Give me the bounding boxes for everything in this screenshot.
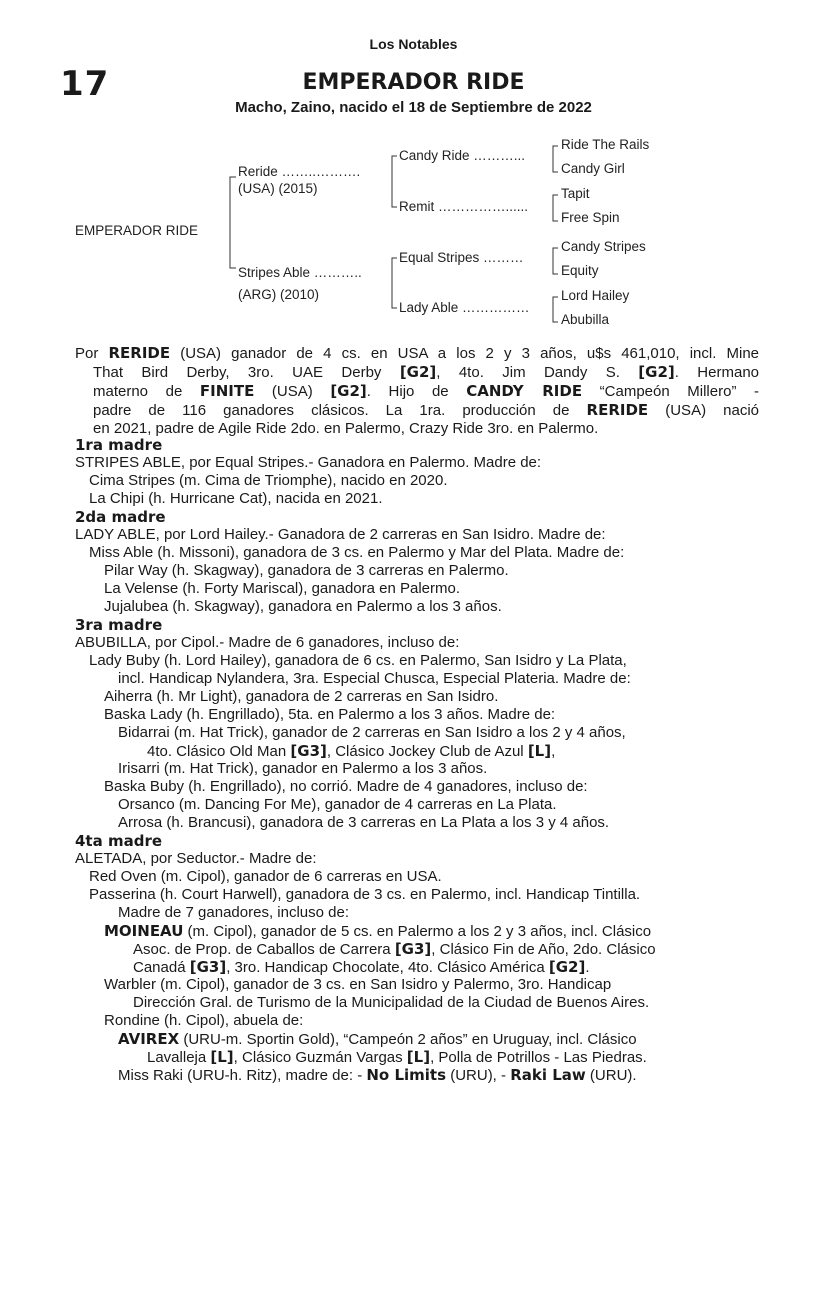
pedigree-sdd: Free Spin [561,210,620,225]
pedigree-sire-sire: Candy Ride ………... [399,148,526,163]
dam3-line: ABUBILLA, por Cipol.- Madre de 6 ganadores, incluso de: [75,634,460,651]
dam2-line: La Velense (h. Forty Mariscal), ganadora en Palermo. [104,580,461,597]
dam4-line: Passerina (h. Court Harwell), ganadora de 3 cs. en Palermo, incl. Handicap Tintilla. [89,886,641,903]
pedigree-ssd: Candy Girl [561,161,625,176]
pedigree-dss: Candy Stripes [561,239,646,254]
dam2-line: Pilar Way (h. Skagway), ganadora de 3 carreras en Palermo. [104,562,509,579]
dam1-line: Cima Stripes (m. Cima de Triomphe), nacido en 2020. [89,472,448,489]
pedigree-sire-origin: (USA) (2015) [238,181,318,196]
dam4-heading: 4ta madre [75,832,163,850]
horse-description: Macho, Zaino, nacido el 18 de Septiembre de 2022 [235,99,592,116]
dam3-line: Orsanco (m. Dancing For Me), ganador de 4 carreras en La Plata. [118,796,557,813]
dam4-line: Lavalleja [L], Clásico Guzmán Vargas [L], Polla de Potrillos - Las Piedras. [147,1048,647,1066]
pedigree-sire: Reride ……..………. [238,164,361,179]
dam4-line: ALETADA, por Seductor.- Madre de: [75,850,317,867]
pedigree-dam: Stripes Able ……….. [238,265,362,280]
dam4-line: AVIREX (URU-m. Sportin Gold), “Campeón 2 años” en Uruguay, incl. Clásico [118,1030,637,1048]
dam3-line: Bidarrai (m. Hat Trick), ganador de 2 carreras en San Isidro a los 2 y 4 años, [118,724,626,741]
dam3-line: Irisarri (m. Hat Trick), ganador en Palermo a los 3 años. [118,760,488,777]
dam4-line: Miss Raki (URU-h. Ritz), madre de: - No Limits (URU), - Raki Law (URU). [118,1066,637,1084]
dam4-line: MOINEAU (m. Cipol), ganador de 5 cs. en Palermo a los 2 y 3 años, incl. Clásico [104,922,652,940]
pedigree-sds: Tapit [561,186,590,201]
dam3-line: 4to. Clásico Old Man [G3], Clásico Jockey Club de Azul [L], [147,742,556,760]
pedigree-sss: Ride The Rails [561,137,650,152]
pedigree-dam-dam: Lady Able …………… [399,300,530,315]
dam4-line: Asoc. de Prop. de Caballos de Carrera [G3], Clásico Fin de Año, 2do. Clásico [133,940,656,958]
pedigree-ddd: Abubilla [561,312,610,327]
dam1-line: STRIPES ABLE, por Equal Stripes.- Ganadora en Palermo. Madre de: [75,454,542,471]
dam4-line: Canadá [G3], 3ro. Handicap Chocolate, 4to. Clásico América [G2]. [133,958,590,976]
pedigree-dsd: Equity [561,263,599,278]
pedigree-dds: Lord Hailey [561,288,630,303]
dam3-line: Baska Lady (h. Engrillado), 5ta. en Palermo a los 3 años. Madre de: [104,706,556,723]
dam1-line: La Chipi (h. Hurricane Cat), nacida en 2021. [89,490,383,507]
dam2-line: Miss Able (h. Missoni), ganadora de 3 cs. en Palermo y Mar del Plata. Madre de: [89,544,625,561]
dam4-line: Madre de 7 ganadores, incluso de: [118,904,349,921]
pedigree-sire-dam: Remit ……………...... [399,199,529,214]
dam3-heading: 3ra madre [75,616,163,634]
dam2-heading: 2da madre [75,508,166,526]
lot-number: 17 [60,64,110,104]
dam3-line: Arrosa (h. Brancusi), ganadora de 3 carreras en La Plata a los 3 y 4 años. [118,814,610,831]
pedigree-dam-origin: (ARG) (2010) [238,287,320,302]
dam4-line: Red Oven (m. Cipol), ganador de 6 carreras en USA. [89,868,442,885]
dam4-line: Dirección Gral. de Turismo de la Municipalidad de la Ciudad de Buenos Aires. [133,994,650,1011]
dam3-line: Baska Buby (h. Engrillado), no corrió. Madre de 4 ganadores, incluso de: [104,778,588,795]
dam3-line: incl. Handicap Nylandera, 3ra. Especial Chusca, Especial Plateria. Madre de: [118,670,631,687]
dam2-line: Jujalubea (h. Skagway), ganadora en Palermo a los 3 años. [104,598,502,615]
dam4-line: Warbler (m. Cipol), ganador de 3 cs. en San Isidro y Palermo, 3ro. Handicap [104,976,612,993]
dam3-line: Aiherra (h. Mr Light), ganadora de 2 carreras en San Isidro. [104,688,499,705]
pedigree-subject: EMPERADOR RIDE [75,223,199,238]
dam1-heading: 1ra madre [75,436,163,454]
pedigree-dam-sire: Equal Stripes ……… [399,250,524,265]
horse-name: EMPERADOR RIDE [302,70,525,95]
dam4-line: Rondine (h. Cipol), abuela de: [104,1012,304,1029]
section-title: Los Notables [369,36,458,52]
dam2-line: LADY ABLE, por Lord Hailey.- Ganadora de 2 carreras en San Isidro. Madre de: [75,526,606,543]
pedigree-bracket-lines [0,0,827,340]
sire-paragraph: Por RERIDE (USA) ganador de 4 cs. en USA a los 2 y 3 años, u$s 461,010, incl. Mine That Bird Derby, 3ro. UAE Derby [G2], 4to. Jim Dandy S. [G2]. Hermano materno de FINITE (USA) [G2]. Hijo de CANDY RIDE “Campeón Millero” - padre de 116 ganadores clásicos. La 1ra. producción de RERIDE (USA) nació en 2021, padre de Agile Ride 2do. en Palermo, Crazy Ride 3ro. en Palermo. [75,344,760,437]
dam3-line: Lady Buby (h. Lord Hailey), ganadora de 6 cs. en Palermo, San Isidro y La Plata, [89,652,627,669]
